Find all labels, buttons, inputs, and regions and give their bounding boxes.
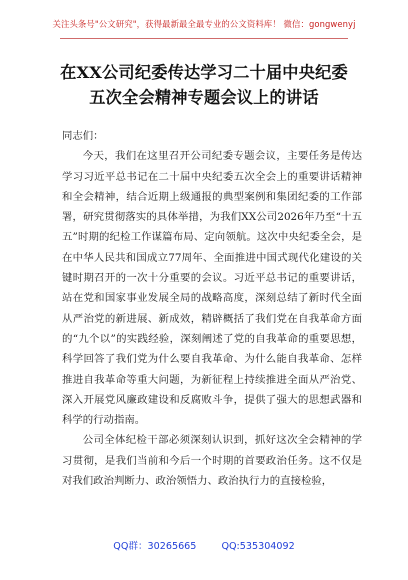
footer-qq-group: QQ群：30265665 [113,541,197,552]
body-paragraph-1: 今天，我们在这里召开公司纪委专题会议，主要任务是传达学习习近平总书记在二十届中央纪委五次全会上的重要讲话精神和全会精神，结合近期上级通报的典型案例和集团纪委的工作部署，研究贯彻落实的具体举措，为我们XX公司2026年乃至“十五五”时期的纪检工作谋篇布局、定向领航。这次中央纪委全会，是在中华人民共和国成立77周年、全面推进中国式现代化建设的关键时期召开的一次十分重要的会议。习近平总书记的重要讲话，站在党和国家事业发展全局的战略高度，深刻总结了新时代全面从严治党的新进展、新成效，精辟概括了我们党在自我革命方面的“九个以”的实践经验，深刻阐述了党的自我革命的重要思想，科学回答了我们党为什么要自我革命、为什么能自我革命、怎样推进自我革命等重大问题，为新征程上持续推进全面从严治党、深入开展党风廉政建设和反腐败斗争，提供了强大的思想武器和科学的行动指南。 [62,150,362,427]
document-body [62,126,362,491]
header-banner: 关注头条号"公文研究"，获得最新最全最专业的公文资料库！ 微信：gongwenyj [52,19,356,29]
header-divider [60,38,348,39]
footer-qq-number: QQ:535304092 [221,541,295,552]
document-title [40,60,368,110]
title-line-2: 五次全会精神专题会议上的讲话 [89,88,319,107]
footer-contact [0,538,408,552]
body-paragraph-2: 公司全体纪检干部必须深刻认识到，抓好这次全会精神的学习贯彻，是我们当前和今后一个时期的首要政治任务。这不仅是对我们政治判断力、政治领悟力、政治执行力的直接检验， [62,434,362,488]
salutation: 同志们： [62,130,104,142]
title-line-1: 在XX公司纪委传达学习二十届中央纪委 [60,63,348,82]
